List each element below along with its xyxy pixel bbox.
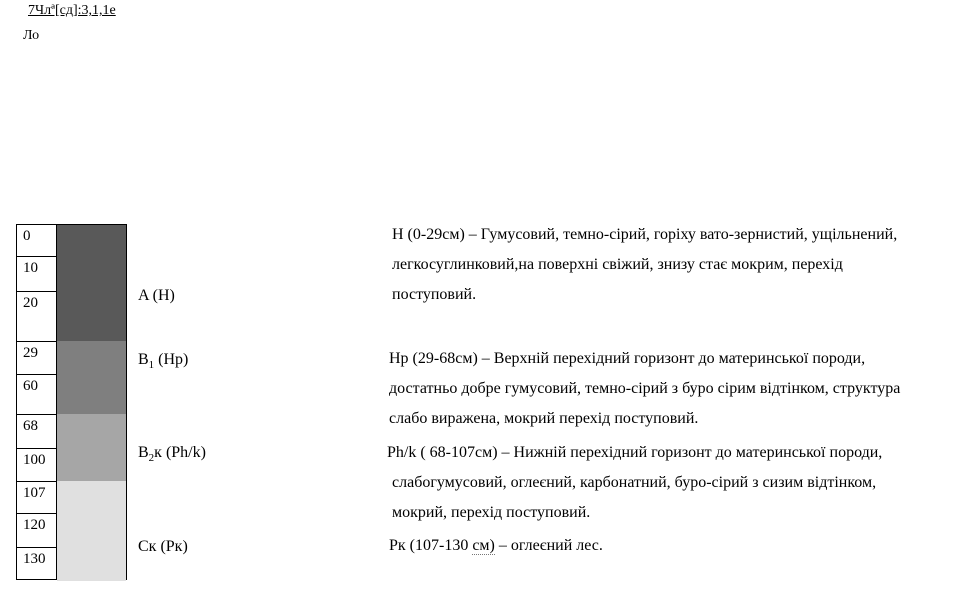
depth-cell: 10 [17, 256, 56, 291]
horizon-c-fill [57, 481, 126, 581]
horizon-a-description [392, 220, 897, 310]
horizon-c-label: Ск (Pк) [138, 538, 188, 555]
description-text: Pк (107-130 [389, 537, 473, 554]
description-line: слабо виражена, мокрий перехід поступовий. [389, 410, 699, 427]
description-line: слабогумусовий, оглеєний, карбонатний, буро-сірий з сизим відтінком, [392, 474, 877, 491]
description-line: Ph/k ( 68-107см) – Нижній перехідний горизонт до материнської породи, [387, 444, 883, 461]
horizon-b2-description [387, 438, 882, 528]
description-text: – оглеєний лес. [494, 537, 603, 554]
horizon-b1-fill [57, 341, 126, 414]
description-line: Hp (29-68см) – Верхній перехідний горизонт до материнської породи, [389, 350, 866, 367]
description-text-underlined: см) [472, 537, 495, 554]
description-line: поступовий. [392, 286, 477, 303]
horizon-b1-label: $B_1$ (Hp) [138, 351, 189, 372]
description-line: мокрий, перехід поступовий. [392, 504, 591, 521]
depth-scale [16, 224, 57, 580]
depth-cell: 68 [17, 414, 56, 448]
description-line: H (0-29см) – Гумусовий, темно-сірий, горіху вато-зернистий, ущільнений, [392, 226, 898, 243]
horizon-b1-description [389, 344, 900, 434]
horizon-a-fill [57, 225, 126, 341]
horizon-a-label: A (H) [138, 287, 175, 304]
depth-cell: 130 [17, 547, 56, 581]
horizon-b2-fill [57, 414, 126, 481]
depth-cell: 20 [17, 291, 56, 341]
profile-subtitle: Ло [23, 28, 40, 43]
description-line: легкосуглинковий,на поверхні свіжий, знизу стає мокрим, перехід [392, 256, 843, 273]
depth-cell: 107 [17, 481, 56, 513]
horizon-color-column [57, 224, 127, 580]
description-line: достатньо добре гумусовий, темно-сірий з буро сірим відтінком, структура [389, 380, 901, 397]
depth-cell: 120 [17, 513, 56, 547]
depth-cell: 29 [17, 341, 56, 374]
depth-cell: 60 [17, 374, 56, 414]
horizon-c-description [389, 531, 603, 561]
depth-cell: 100 [17, 448, 56, 481]
depth-cell: 0 [23, 228, 31, 244]
profile-formula: 7Члª[сд]:3,1,1е [28, 3, 116, 18]
horizon-b2-label: $B_2к$ (Ph/k) [138, 444, 206, 465]
